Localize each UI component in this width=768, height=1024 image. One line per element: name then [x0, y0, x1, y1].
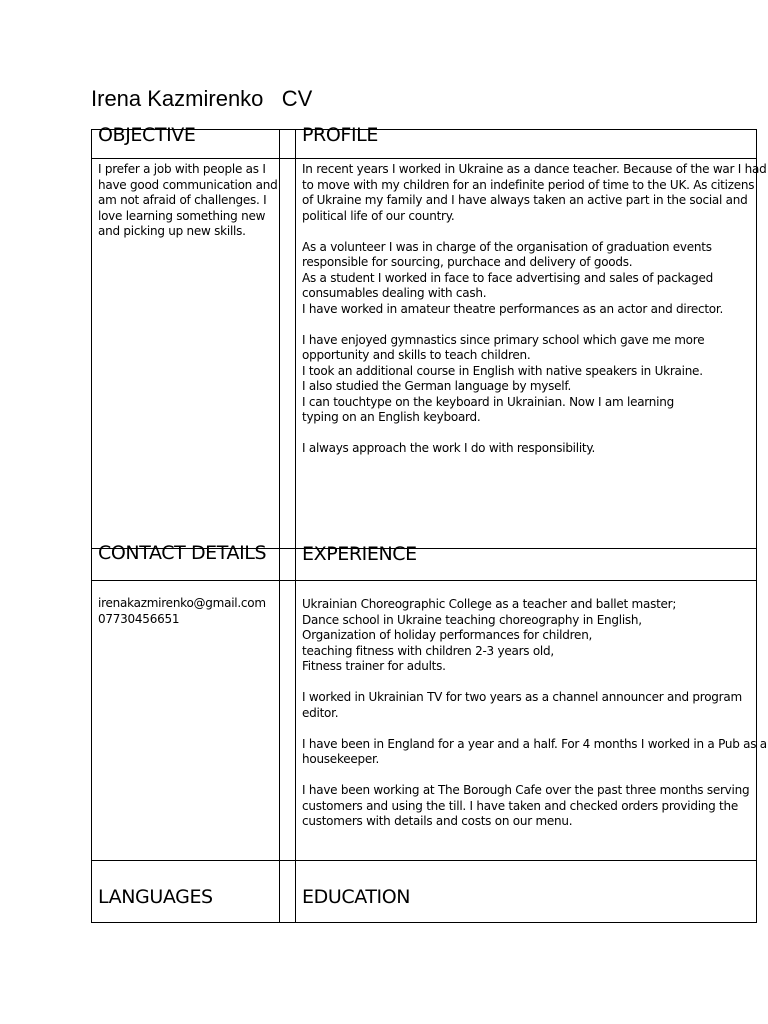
- objective-heading: OBJECTIVE: [98, 124, 196, 146]
- profile-line: I have enjoyed gymnastics since primary school which gave me more: [302, 332, 705, 347]
- experience-paragraph: [302, 737, 767, 768]
- table-divider-right: [295, 129, 296, 923]
- experience-paragraph: [302, 690, 767, 721]
- objective-text: [98, 162, 277, 240]
- experience-line: customers with details and costs on our menu.: [302, 814, 573, 828]
- objective-line: have good communication and: [98, 177, 278, 192]
- experience-line: Ukrainian Choreographic College as a teacher and ballet master;: [302, 597, 677, 611]
- experience-heading: EXPERIENCE: [302, 543, 417, 565]
- table-border-left: [91, 129, 92, 923]
- experience-line: editor.: [302, 705, 339, 720]
- experience-line: Dance school in Ukraine teaching choreography in English,: [302, 612, 642, 627]
- experience-paragraph: [302, 597, 767, 675]
- experience-line: I have been in England for a year and a half. For 4 months I worked in a Pub as a: [302, 736, 767, 751]
- experience-line: I worked in Ukrainian TV for two years as a channel announcer and program: [302, 690, 742, 704]
- experience-line: housekeeper.: [302, 752, 380, 766]
- experience-line: customers and using the till. I have taken and checked orders providing the: [302, 798, 739, 813]
- profile-line: political life of our country.: [302, 208, 455, 223]
- table-border-bottom: [91, 922, 757, 923]
- profile-line: In recent years I worked in Ukraine as a dance teacher. Because of the war I had: [302, 162, 767, 176]
- profile-paragraph: [302, 441, 766, 457]
- experience-line: Organization of holiday performances for children,: [302, 628, 593, 642]
- profile-paragraph: [302, 162, 766, 224]
- contact-email: irenakazmirenko@gmail.com: [98, 596, 266, 610]
- languages-heading: LANGUAGES: [98, 886, 213, 908]
- table-divider-left: [279, 129, 280, 923]
- experience-text: [302, 597, 767, 830]
- profile-line: of Ukraine my family and I have always taken an active part in the social and: [302, 193, 748, 207]
- profile-line: I also studied the German language by myself.: [302, 379, 572, 393]
- education-heading: EDUCATION: [302, 886, 411, 908]
- objective-line: love learning something new: [98, 208, 266, 223]
- experience-line: Fitness trainer for adults.: [302, 659, 446, 673]
- profile-paragraph: [302, 240, 766, 318]
- profile-heading: PROFILE: [302, 124, 378, 146]
- profile-paragraph: [302, 333, 766, 426]
- profile-line: to move with my children for an indefinite period of time to the UK. As citizens: [302, 177, 755, 192]
- experience-line: teaching fitness with children 2-3 years old,: [302, 643, 554, 658]
- objective-line: and picking up new skills.: [98, 224, 246, 238]
- profile-text: [302, 162, 766, 457]
- contact-phone: 07730456651: [98, 611, 180, 626]
- objective-line: I prefer a job with people as I: [98, 162, 266, 176]
- profile-line: typing on an English keyboard.: [302, 410, 481, 424]
- profile-line: responsible for sourcing, purchace and delivery of goods.: [302, 255, 633, 269]
- cv-table: [91, 124, 767, 923]
- profile-line: I have worked in amateur theatre performances as an actor and director.: [302, 301, 724, 316]
- contact-text: [98, 596, 266, 627]
- experience-paragraph: [302, 783, 767, 830]
- profile-line: consumables dealing with cash.: [302, 286, 487, 300]
- experience-line: I have been working at The Borough Cafe over the past three months serving: [302, 783, 750, 797]
- profile-line: As a student I worked in face to face advertising and sales of packaged: [302, 270, 714, 285]
- contact-details-heading: CONTACT DETAILS: [98, 542, 267, 564]
- profile-line: I can touchtype on the keyboard in Ukrainian. Now I am learning: [302, 394, 674, 409]
- profile-line: opportunity and skills to teach children.: [302, 348, 531, 362]
- objective-line: am not afraid of challenges. I: [98, 193, 267, 207]
- profile-line: As a volunteer I was in charge of the organisation of graduation events: [302, 239, 712, 254]
- profile-line: I always approach the work I do with responsibility.: [302, 441, 596, 455]
- table-row-divider: [91, 860, 757, 861]
- profile-line: I took an additional course in English with native speakers in Ukraine.: [302, 363, 703, 378]
- document-title: Irena Kazmirenko CV: [91, 86, 313, 111]
- table-row-divider: [91, 158, 757, 159]
- table-row-divider: [91, 580, 757, 581]
